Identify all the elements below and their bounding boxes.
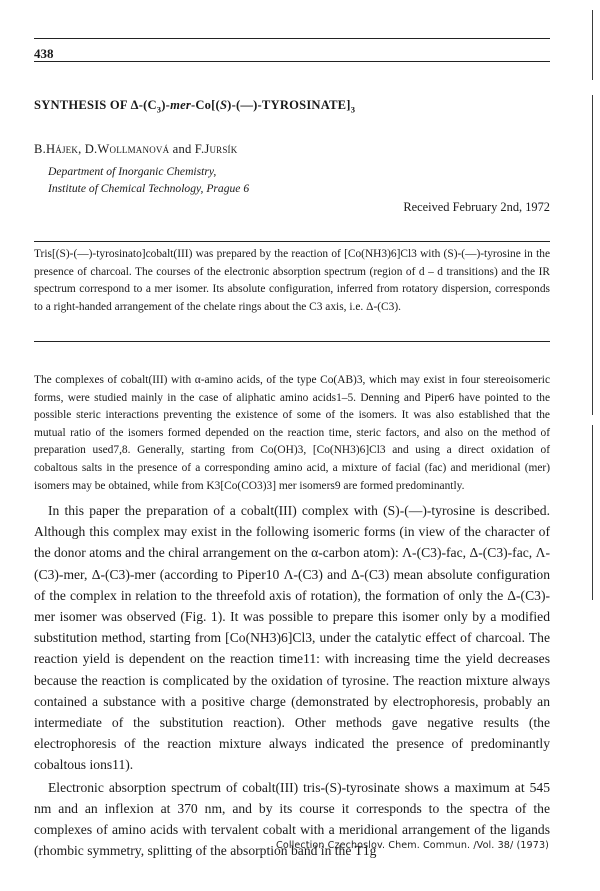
scan-edge-line	[592, 425, 593, 600]
abstract-text: Tris[(S)-(—)-tyrosinato]cobalt(III) was prepared by the reaction of [Co(NH3)6]Cl3 with (S)-(—)-tyrosine in the presence of charcoal. The courses of the electronic absorption spectrum (region of d – d transitions) and the IR spectrum correspond to a mer isomer. Its absolute configuration, inferred from rotatory dispersion, corresponds to a right-handed arrangement of the chelate rings about the C3 axis, i.e. Δ-(C3).	[34, 248, 550, 313]
abstract-rule-bottom	[34, 341, 550, 342]
page-number: 438	[34, 46, 54, 61]
body-paragraph-1: In this paper the preparation of a cobalt(III) complex with (S)-(—)-tyrosine is described. Although this complex may exist in the following isomeric forms (in view of the character of the donor atoms and the chiral arrangement on the α-carbon atom): Λ-(C3)-fac, Δ-(C3)-fac, Λ-(C3)-mer, Δ-(C3)-mer (according to Piper10 Λ-(C3) and Δ-(C3) mean absolute configuration of the complex in relation to the threefold axis of rotation), the formation of only the Δ-(C3)-mer isomer was observed (Fig. 1). It was possible to prepare this isomer only by a modified substitution method, starting from [Co(NH3)6]Cl3, under the catalytic effect of charcoal. The reaction yield is dependent on the reaction time11: with increasing time the yield decreases because the reaction is complicated by the oxidation of tyrosine. The reaction mixture always contained a substance with a positive charge (demonstrated by electrophoresis, probably an intermediate of the substitution reaction). Other methods gave negative results (the electrophoresis of the reaction mixture always indicated the presence of predominantly cobaltous ions11).	[34, 503, 550, 773]
author: B.Hájek	[34, 142, 79, 156]
received-date: Received February 2nd, 1972	[403, 200, 550, 214]
article-title: SYNTHESIS OF $\Delta-(C_3)-mer-Co[(S)-(—)-TYROSINATE]_3$	[34, 98, 356, 115]
scan-edge-line	[592, 10, 593, 80]
header-rule-bottom	[34, 61, 550, 62]
body-text	[34, 500, 550, 861]
abstract-rule-top	[34, 241, 550, 242]
author-list: B.Hájek, D.Wollmanová and F.Jursík	[34, 142, 238, 156]
abstract	[34, 246, 550, 316]
affiliation-department: Department of Inorganic Chemistry,	[48, 165, 217, 178]
affiliation	[48, 163, 249, 197]
body-paragraph-2: Electronic absorption spectrum of cobalt(III) tris-(S)-tyrosinate shows a maximum at 545 nm and an inflexion at 370 nm, and by its course it corresponds to the spectra of the complexes of amino acids with tervalent cobalt with a meridional arrangement of the ligands (rhombic symmetry, splitting of the absorption band in the T1g	[34, 779, 550, 859]
header-rule-top	[34, 38, 550, 39]
scan-edge-line	[592, 95, 593, 415]
author: D.Wollmanová	[84, 142, 170, 156]
author: F.Jursík	[194, 142, 238, 156]
introduction-text: The complexes of cobalt(III) with α-amino acids, of the type Co(AB)3, which may exist in four stereoisomeric forms, were studied mainly in the case of aliphatic amino acids1–5. Denning and Piper6 have pointed to the possible steric interactions preventing the existence of some of the isomers. It was also established that the mutual ratio of the isomers formed depended on the reaction time, steric factors, and also on the method of preparation used7,8. Generally, starting from Co(OH)3, [Co(NH3)6]Cl3 and using a direct oxidation of cobaltous salts in the presence of a corresponding amino acid, a mixture of facial (fac) and meridional (mer) isomers may be obtained, while from K3[Co(CO3)3] mer isomers9 are formed predominantly.	[34, 374, 550, 492]
affiliation-institute: Institute of Chemical Technology, Prague 6	[48, 182, 250, 195]
introduction	[34, 372, 550, 495]
journal-citation: Collection Czechoslov. Chem. Commun. /Vol. 38/ (1973)	[276, 840, 549, 851]
